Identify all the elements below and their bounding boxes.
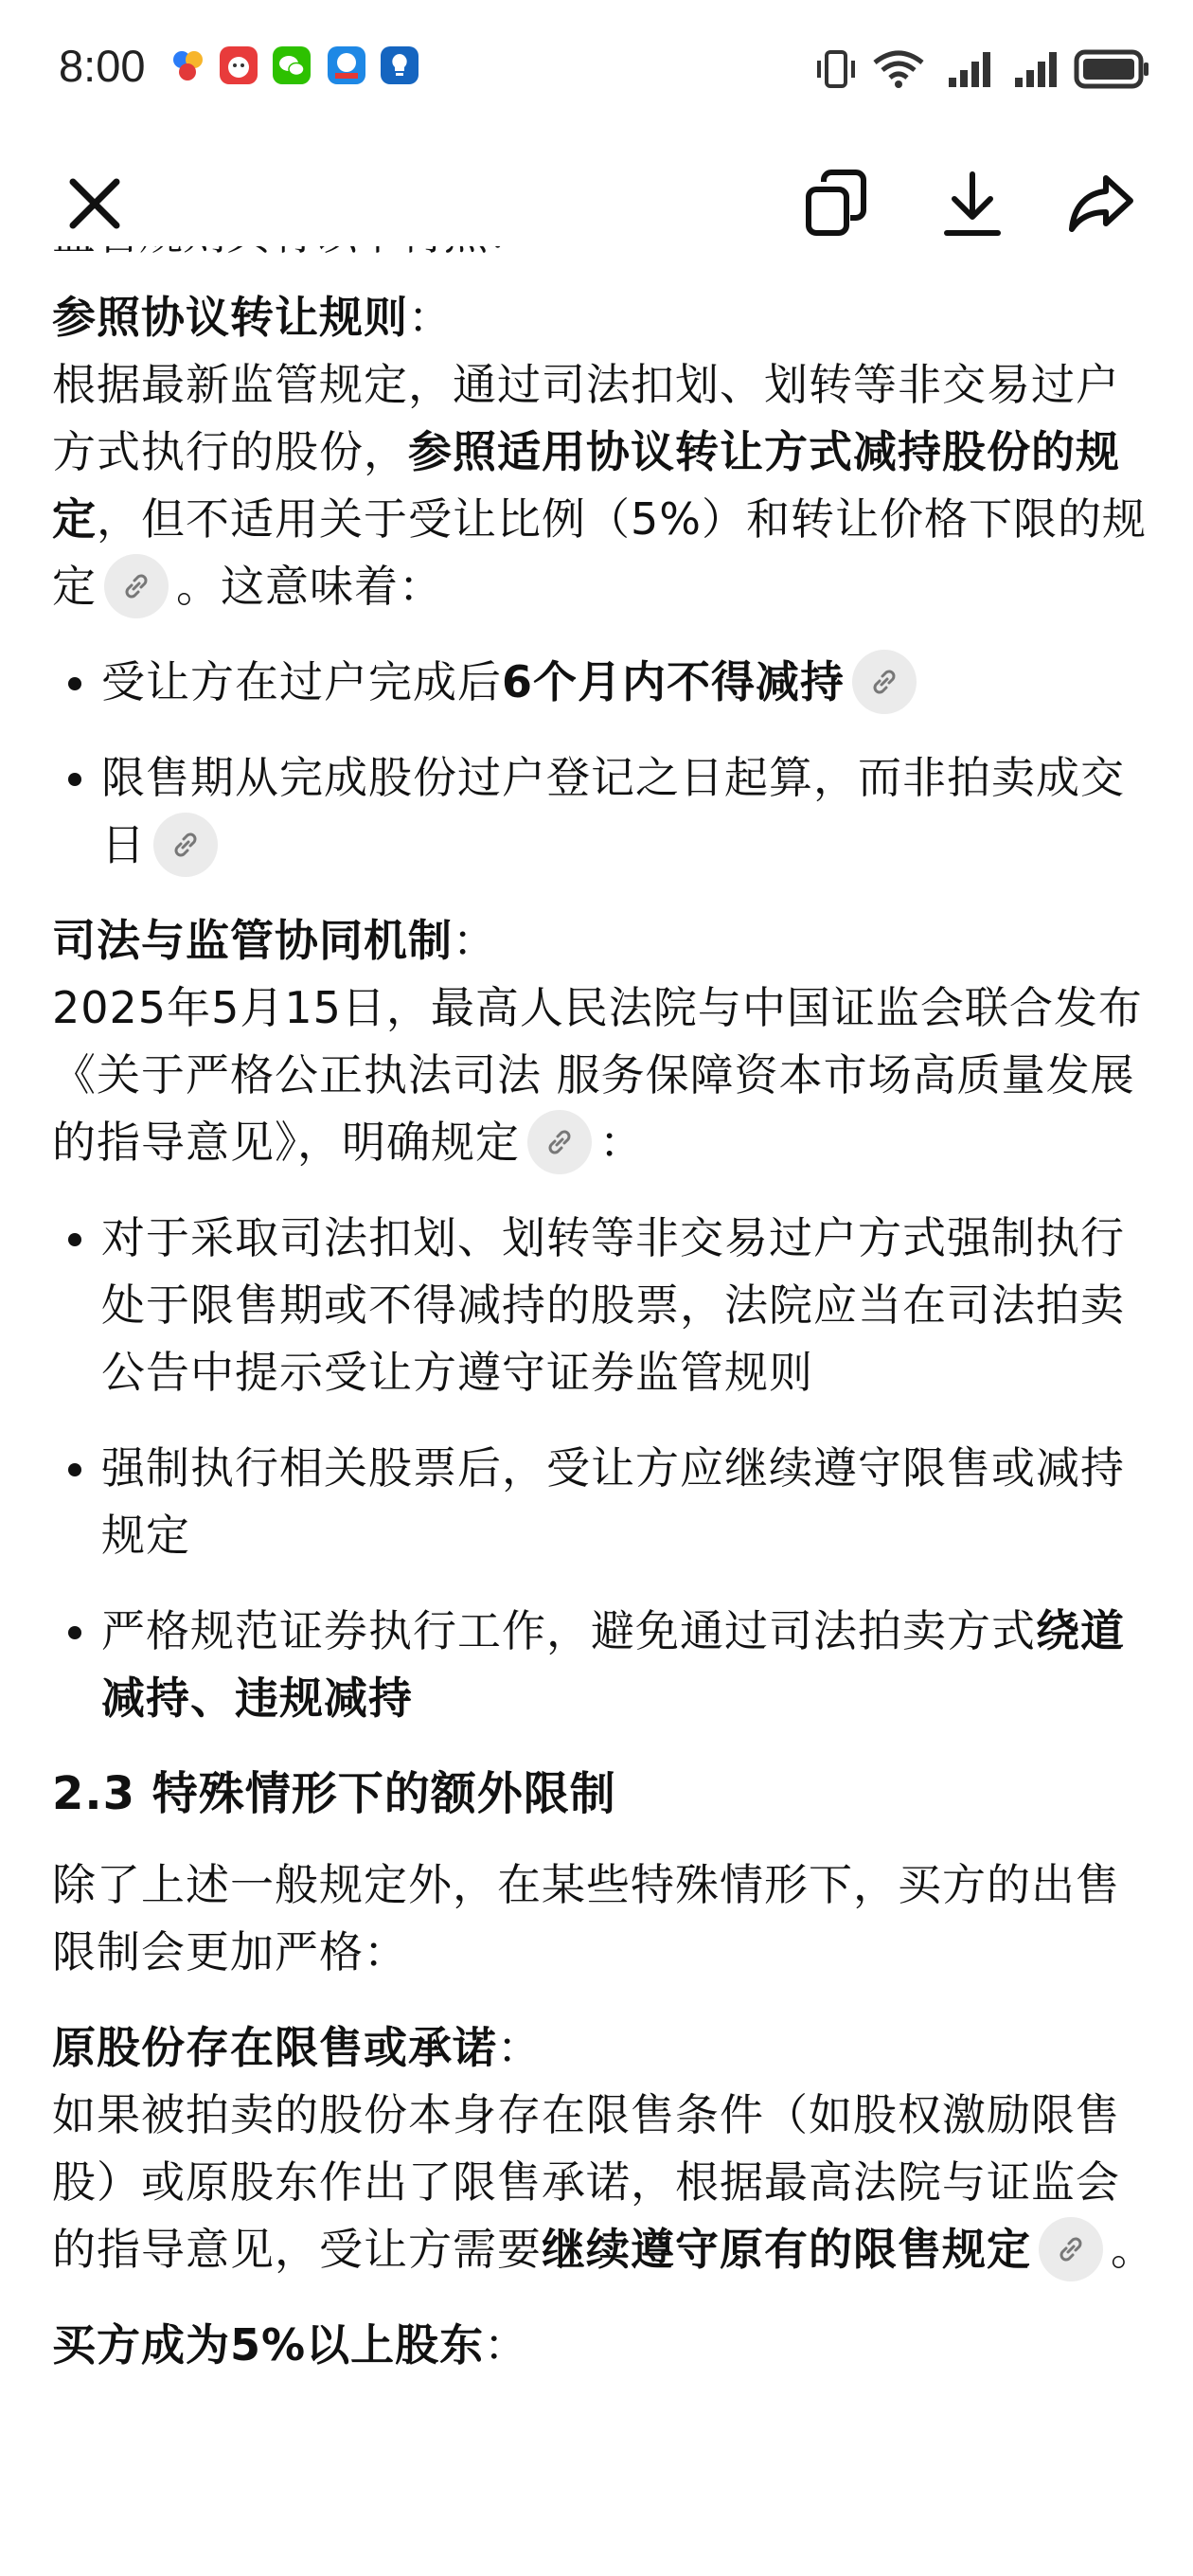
link-icon — [543, 1126, 576, 1158]
bullet-list-1 — [52, 649, 1160, 879]
vibrate-icon — [812, 49, 860, 89]
citation-link-button[interactable] — [104, 554, 169, 618]
section-judicial-regulatory-coordination: 司法与监管协同机制： 2025年5月15日，最高人民法院与中国证监会联合发布《关于严格公正执法司法 服务保障资本市场高质量发展的指导意见》，明确规定 ： — [52, 907, 1160, 1176]
link-icon — [868, 666, 900, 698]
list-item: • 对于采取司法扣划、划转等非交易过户方式强制执行处于限售期或不得减持的股票，法院应当在司法拍卖公告中提示受让方遵守证券监管规则 — [101, 1205, 1160, 1406]
wifi-icon — [871, 49, 926, 89]
link-icon — [120, 570, 152, 602]
list-item: • 限售期从完成股份过户登记之日起算，而非拍卖成交日 — [101, 744, 1160, 879]
section-label: 司法与监管协同机制 — [52, 915, 453, 966]
section-label: 买方成为5%以上股东 — [52, 2319, 485, 2370]
link-icon — [169, 829, 202, 861]
top-toolbar — [0, 142, 1193, 246]
citation-link-button[interactable] — [852, 650, 917, 714]
download-icon — [930, 161, 1015, 246]
app-icon-5 — [381, 46, 418, 84]
citation-link-button[interactable] — [527, 1110, 592, 1174]
citation-link-button[interactable] — [1039, 2217, 1103, 2281]
app-icon-1 — [169, 46, 206, 84]
paragraph-2-3-intro: 除了上述一般规定外，在某些特殊情形下，买方的出售限制会更加严格： — [52, 1859, 1120, 1977]
share-button[interactable] — [1059, 161, 1144, 246]
signal-icon — [947, 49, 1000, 89]
section-referencing-agreement-transfer: 参照协议转让规则： 根据最新监管规定，通过司法扣划、划转等非交易过户方式执行的股份，参照适用协议转让方式减持股份的规定，但不适用关于受让比例（5%）和转让价格下限的规定 。这意味着： — [52, 284, 1160, 620]
wechat-icon — [273, 46, 311, 84]
list-item: • 严格规范证券执行工作，避免通过司法拍卖方式绕道减持、违规减持 — [101, 1598, 1160, 1732]
status-time: 8:00 — [59, 41, 146, 91]
signal-icon-2 — [1013, 49, 1066, 89]
section-label: 参照协议转让规则 — [52, 292, 408, 343]
link-icon — [1055, 2233, 1087, 2265]
article-content — [52, 284, 1160, 2407]
section-heading-2-3: 2.3 特殊情形下的额外限制 — [52, 1767, 616, 1820]
section-label: 原股份存在限售或承诺 — [52, 2022, 497, 2073]
close-button[interactable] — [52, 161, 137, 246]
section-original-restriction: 原股份存在限售或承诺： 如果被拍卖的股份本身存在限售条件（如股权激励限售股）或原股东作出了限售承诺，根据最高法院与证监会的指导意见，受让方需要继续遵守原有的限售规定 。 — [52, 2014, 1160, 2283]
copy-icon — [793, 161, 879, 246]
app-icon-4 — [328, 46, 365, 84]
share-icon — [1059, 161, 1144, 246]
citation-link-button[interactable] — [153, 813, 218, 877]
app-icon-2 — [220, 46, 258, 84]
close-icon — [52, 161, 137, 246]
download-button[interactable] — [930, 161, 1015, 246]
status-bar — [0, 0, 1193, 137]
list-item: • 受让方在过户完成后6个月内不得减持 — [101, 649, 1160, 716]
bullet-list-2 — [52, 1205, 1160, 1732]
battery-icon — [1074, 49, 1151, 89]
section-buyer-over-5-percent: 买方成为5%以上股东： — [52, 2319, 529, 2370]
list-item: • 强制执行相关股票后，受让方应继续遵守限售或减持规定 — [101, 1435, 1160, 1569]
copy-button[interactable] — [793, 161, 879, 246]
